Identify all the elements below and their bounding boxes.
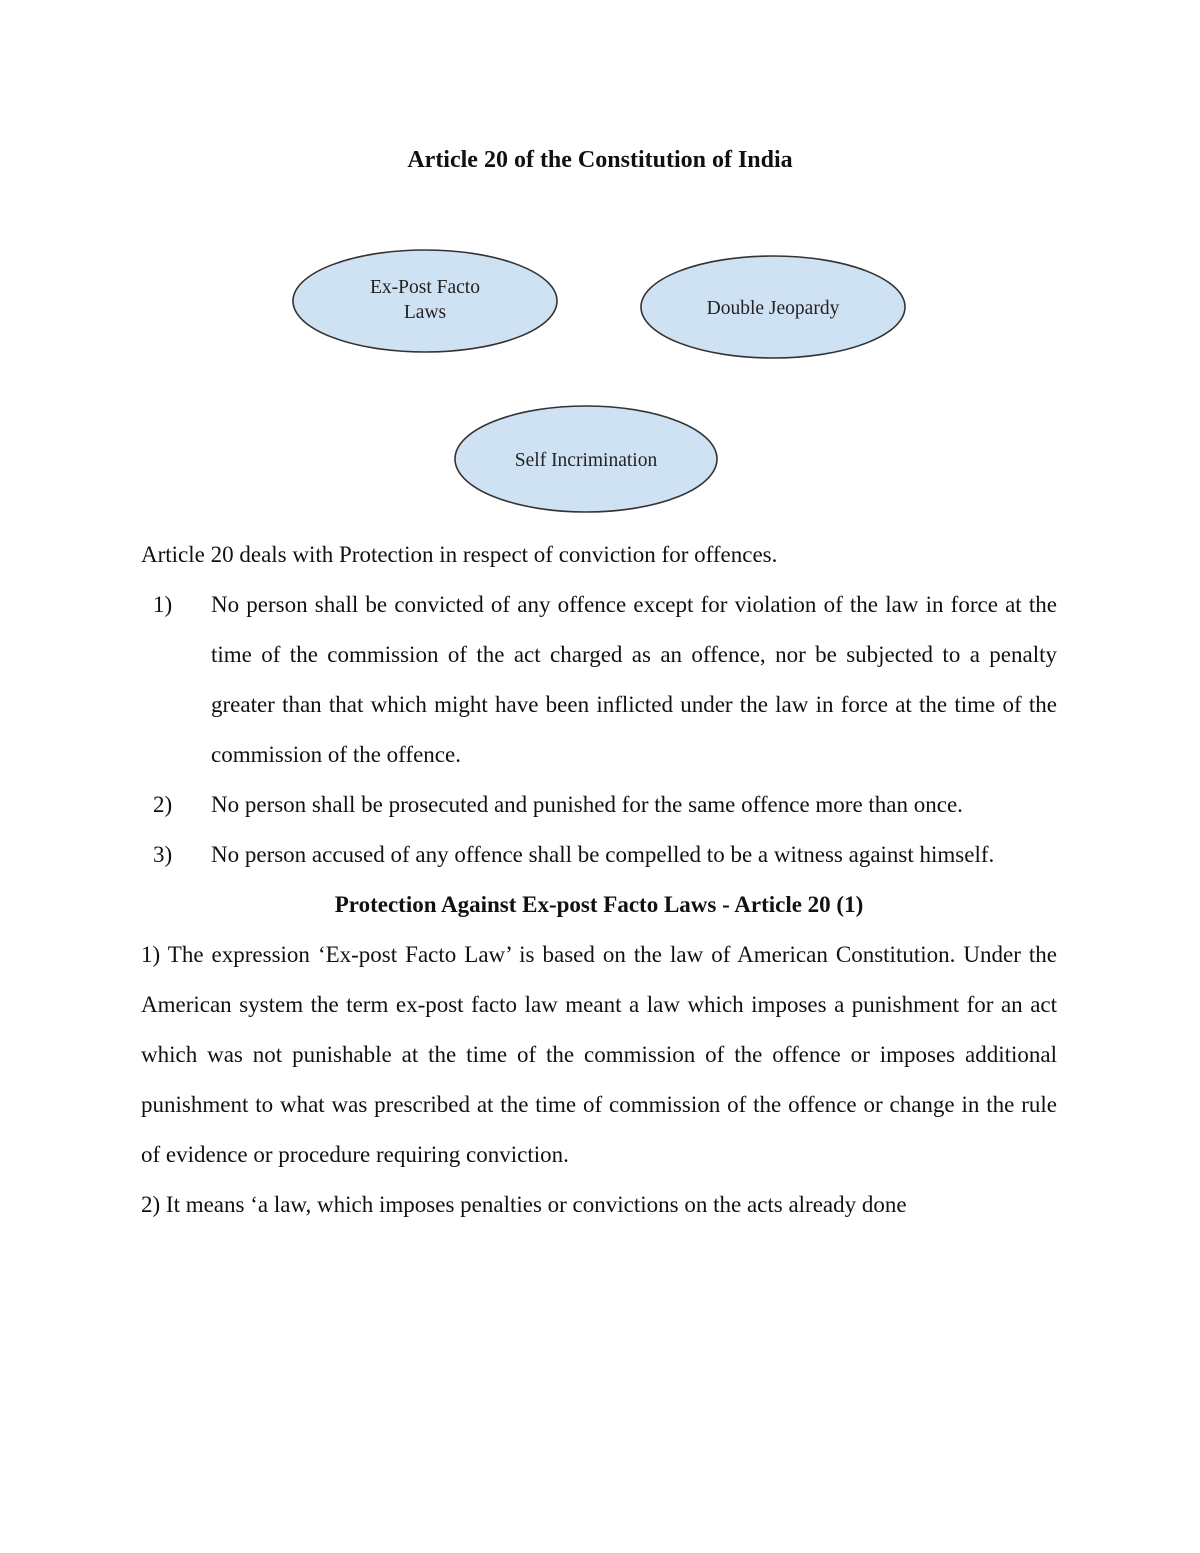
list-text: No person accused of any offence shall be compelled to be a witness against himself. <box>211 842 995 867</box>
document-body <box>141 530 1057 1230</box>
list-number: 1) <box>153 592 173 617</box>
list-item <box>141 780 1057 830</box>
article-20-diagram <box>280 230 920 530</box>
ellipse-label-ex-post-facto-line1: Ex-Post Facto <box>370 277 480 298</box>
ellipse-label-double-jeopardy: Double Jeopardy <box>706 298 840 319</box>
body-paragraph: 2) It means ‘a law, which imposes penalties or convictions on the acts already done <box>141 1192 907 1217</box>
section-heading: Protection Against Ex-post Facto Laws - Article 20 (1) <box>334 892 864 917</box>
list-number: 3) <box>153 842 173 867</box>
page-title: Article 20 of the Constitution of India <box>407 147 793 173</box>
intro-paragraph: Article 20 deals with Protection in respect of conviction for offences. <box>141 542 778 567</box>
list-text: No person shall be convicted of any offence except for violation of the law in force at the time of the commission of the act charged as an offence, nor be subjected to a penalty greater than that which might have been inflicted under the law in force at the time of the commission of the offence. <box>211 592 1057 767</box>
list-item <box>141 580 1057 780</box>
ellipse-self-incrimination <box>455 406 717 512</box>
ellipse-label-ex-post-facto-line2: Laws <box>403 302 447 323</box>
list-text: No person shall be prosecuted and punished for the same offence more than once. <box>211 792 963 817</box>
ellipse-label-self-incrimination: Self Incrimination <box>514 450 658 471</box>
ellipse-double-jeopardy <box>641 256 905 358</box>
list-item <box>141 830 1057 880</box>
list-number: 2) <box>153 792 173 817</box>
ellipse-ex-post-facto <box>293 250 557 352</box>
body-paragraph: 1) The expression ‘Ex-post Facto Law’ is based on the law of American Constitution. Under the American system the term ex-post facto law meant a law which imposes a punishment for an act which was not punishable at the time of the commission of the offence or imposes additional punishment to what was prescribed at the time of commission of the offence or change in the rule of evidence or procedure requiring conviction. <box>141 942 1057 1167</box>
